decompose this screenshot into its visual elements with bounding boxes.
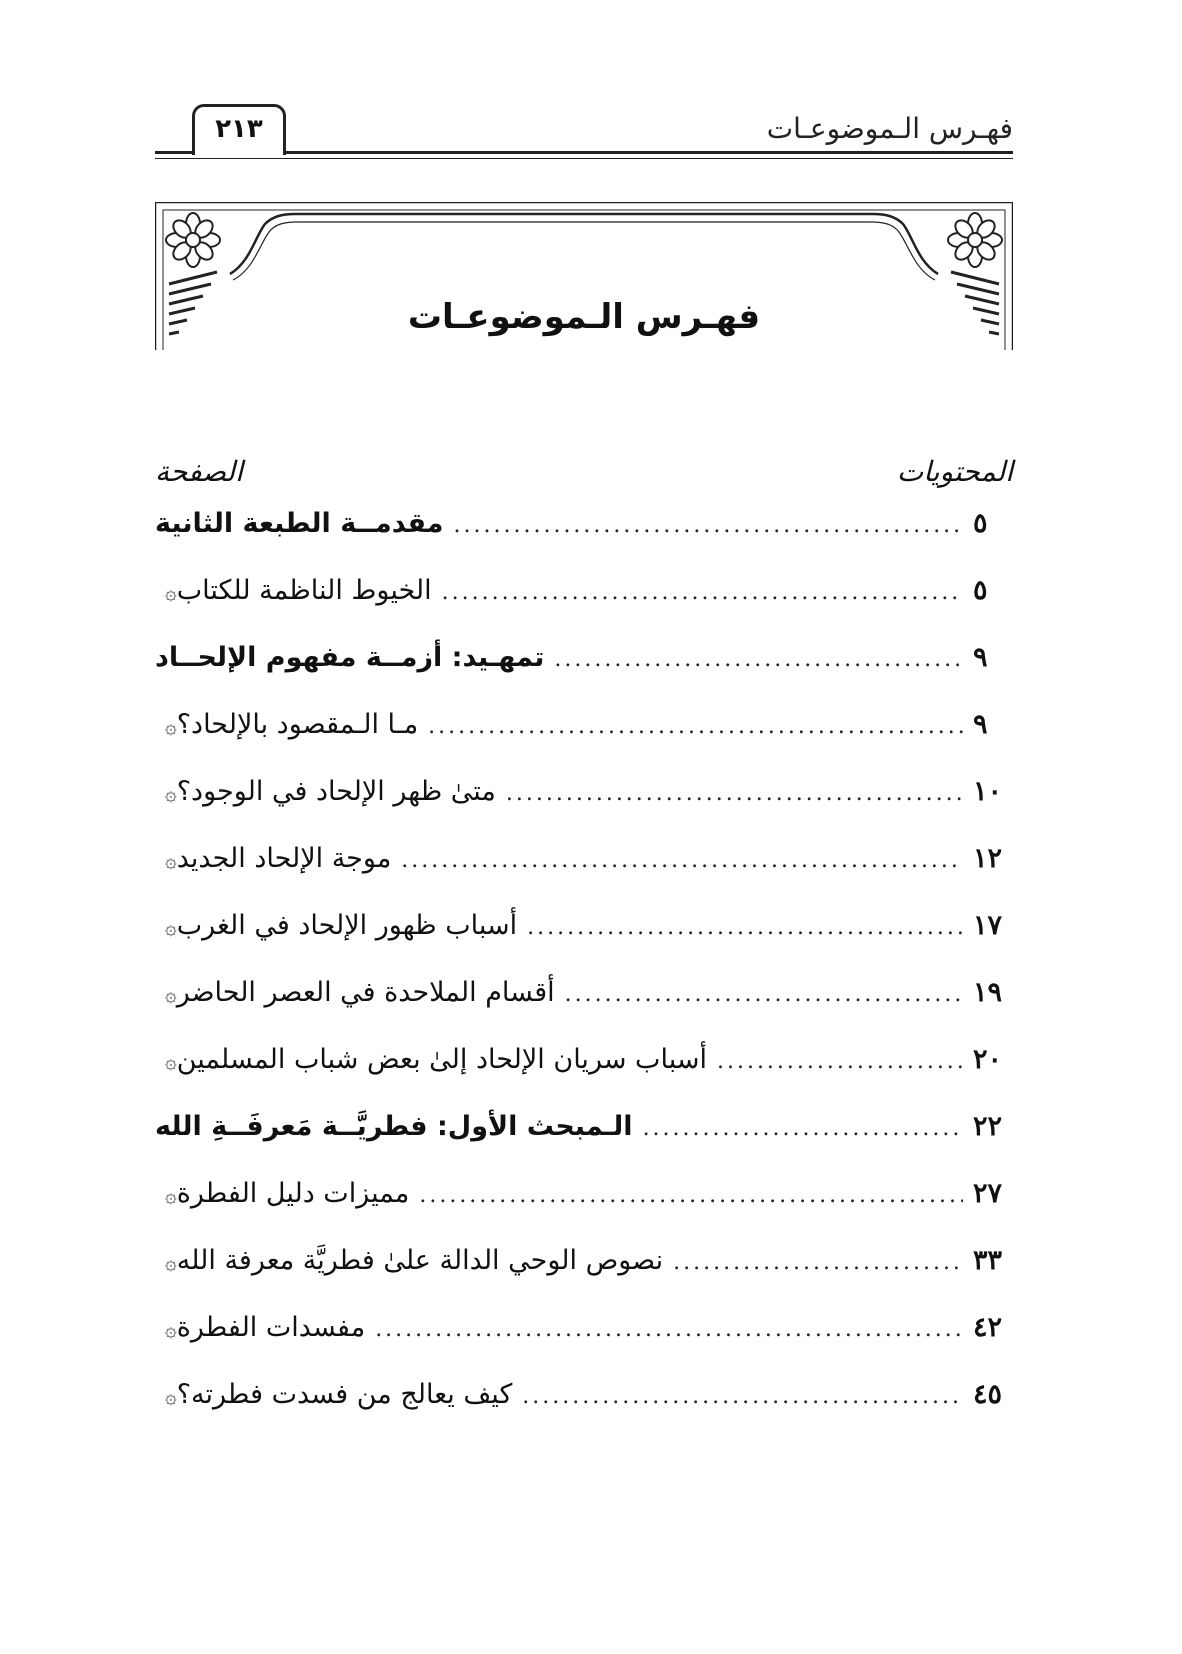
bullet-icon: ۞: [165, 915, 177, 939]
bullet-icon: ۞: [165, 781, 177, 805]
bullet-icon: ۞: [165, 1250, 177, 1274]
toc-entry[interactable]: [155, 508, 1013, 575]
toc-entry[interactable]: [155, 776, 1013, 843]
toc-title: فهـرس الـموضوعـات: [407, 297, 761, 337]
dot-leader: [522, 1384, 963, 1409]
dot-leader: [442, 580, 963, 605]
toc-entry[interactable]: [155, 575, 1013, 642]
dot-leader: [717, 1049, 963, 1074]
dot-leader: [643, 1116, 963, 1141]
toc-entry-label: موجة الإلحاد الجديد: [176, 843, 392, 874]
page-number: ٢١٣: [192, 104, 286, 155]
toc-entry-page: ١٩: [973, 977, 1003, 1008]
toc-entry-page: ٤٥: [973, 1379, 1003, 1410]
toc-entry-page: ٣٣: [973, 1245, 1003, 1276]
toc-entry-page: ٤٢: [973, 1312, 1003, 1343]
dot-leader: [527, 915, 963, 940]
toc-list: [155, 508, 1013, 1446]
toc-entry-label: أسباب ظهور الإلحاد في الغرب: [176, 910, 518, 941]
toc-entry[interactable]: [155, 1245, 1013, 1312]
toc-entry[interactable]: [155, 709, 1013, 776]
dot-leader: [375, 1317, 963, 1342]
toc-entry-page: ٢٠: [973, 1044, 1003, 1075]
bullet-icon: ۞: [165, 1317, 177, 1341]
toc-entry-label: أقسام الملاحدة في العصر الحاضر: [176, 977, 555, 1008]
toc-entry-page: ٥: [973, 508, 988, 539]
toc-entry-page: ١٧: [973, 910, 1003, 941]
toc-entry-label: مميزات دليل الفطرة: [176, 1178, 410, 1209]
toc-entry-label: متىٰ ظهر الإلحاد في الوجود؟: [176, 776, 496, 807]
bullet-icon: ۞: [165, 1384, 177, 1408]
toc-entry-label: تمهـيد: أزمــة مفهوم الإلحــاد: [155, 642, 545, 673]
toc-entry[interactable]: [155, 1178, 1013, 1245]
dot-leader: [454, 513, 963, 538]
toc-entry[interactable]: [155, 843, 1013, 910]
dot-leader: [673, 1250, 963, 1275]
toc-entry-label: أسباب سريان الإلحاد إلىٰ بعض شباب المسلمين: [176, 1044, 707, 1075]
toc-entry-page: ٢٧: [973, 1178, 1003, 1209]
toc-entry-page: ٩: [973, 709, 988, 740]
dot-leader: [401, 848, 963, 873]
dot-leader: [428, 714, 963, 739]
toc-entry[interactable]: [155, 910, 1013, 977]
left-rosette-icon: [166, 213, 220, 267]
toc-entry[interactable]: [155, 642, 1013, 709]
toc-entry-label: مـا الـمقصود بالإلحاد؟: [176, 709, 419, 740]
bullet-icon: ۞: [165, 1049, 177, 1073]
toc-entry-page: ١٢: [973, 843, 1003, 874]
toc-entry[interactable]: [155, 1379, 1013, 1446]
toc-entry-label: مفسدات الفطرة: [176, 1312, 366, 1343]
toc-entry-label: نصوص الوحي الدالة علىٰ فطريَّة معرفة الله: [176, 1245, 664, 1276]
toc-entry[interactable]: [155, 1111, 1013, 1178]
contents-heading: المحتويات: [896, 455, 1013, 488]
toc-entry-label: مقدمــة الطبعة الثانية: [155, 508, 444, 539]
toc-entry-label: كيف يعالج من فسدت فطرته؟: [176, 1379, 513, 1410]
column-headings: [155, 455, 1013, 499]
dot-leader: [506, 781, 963, 806]
toc-entry[interactable]: [155, 977, 1013, 1044]
toc-entry-page: ٩: [973, 642, 988, 673]
dot-leader: [554, 647, 963, 672]
dot-leader: [419, 1183, 963, 1208]
page-header: [155, 98, 1013, 168]
toc-entry[interactable]: [155, 1044, 1013, 1111]
toc-entry-page: ٢٢: [973, 1111, 1003, 1142]
toc-entry-label: الخيوط الناظمة للكتاب: [176, 575, 432, 606]
header-rule-thin: [155, 158, 1013, 159]
bullet-icon: ۞: [165, 982, 177, 1006]
toc-entry-label: الـمبحث الأول: فطريَّــة مَعرفَــةِ الله: [155, 1111, 633, 1142]
toc-entry-page: ٥: [973, 575, 988, 606]
bullet-icon: ۞: [165, 848, 177, 872]
right-rosette-icon: [948, 213, 1002, 267]
dot-leader: [565, 982, 963, 1007]
running-title: فهـرس الـموضوعـات: [766, 112, 1013, 145]
bullet-icon: ۞: [165, 580, 177, 604]
toc-entry-page: ١٠: [973, 776, 1003, 807]
title-frame: [155, 202, 1013, 352]
page-heading: الصفحة: [155, 455, 243, 488]
bullet-icon: ۞: [165, 1183, 177, 1207]
toc-entry[interactable]: [155, 1312, 1013, 1379]
bullet-icon: ۞: [165, 714, 177, 738]
